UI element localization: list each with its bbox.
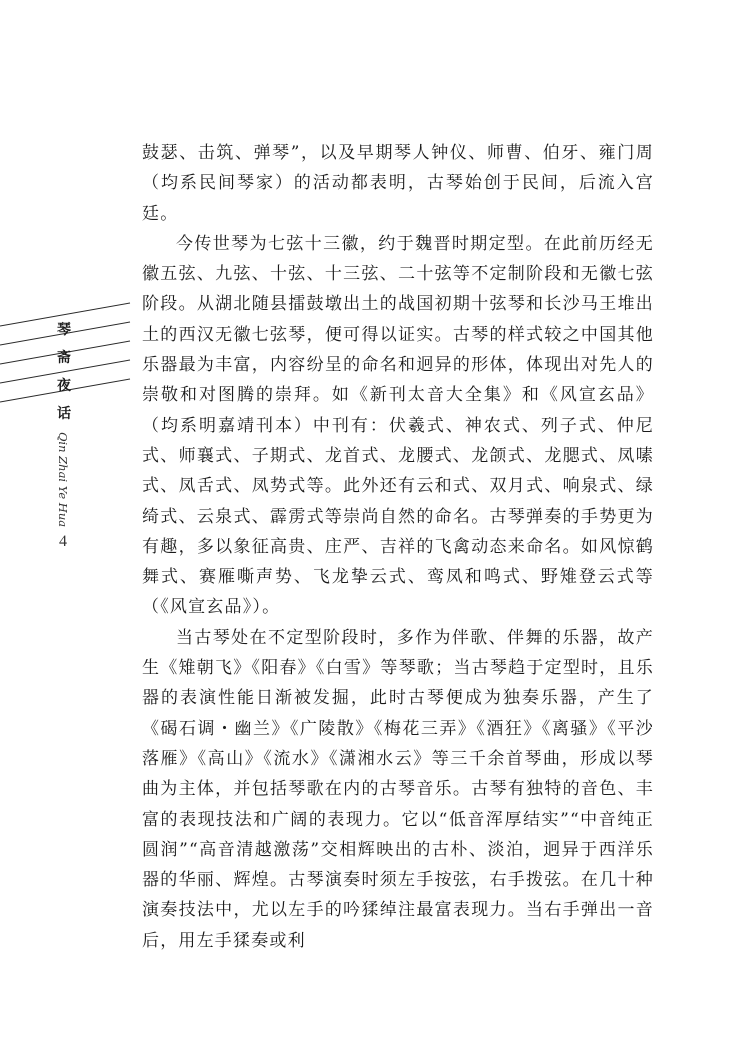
running-title — [54, 316, 74, 428]
running-title-pinyin — [53, 432, 75, 532]
paragraph: 鼓瑟、击筑、弹琴”，以及早期琴人钟仪、师曹、伯牙、雍门周（均系民间琴家）的活动都表明，古琴始创于民间，后流入宫廷。 — [142, 143, 654, 224]
page-number: 4 — [59, 533, 67, 550]
running-title-char: 话 — [57, 406, 71, 422]
paragraph: 今传世琴为七弦十三徽，约于魏晋时期定型。在此前历经无徽五弦、九弦、十弦、十三弦、二十弦等不定制阶段和无徽七弦阶段。从湖北随县擂鼓墩出土的战国初期十弦琴和长沙马王堆出土的西汉无徽七弦琴，便可得以证实。古琴的样式较之中国其他乐器最为丰富，内容纷呈的命名和迥异的形体，体现出对先人的崇敬和对图腾的崇拜。如《新刊太音大全集》和《风宣玄品》（均系明嘉靖刊本）中刊有：伏羲式、神农式、列子式、仲尼式、师襄式、子期式、龙首式、龙腰式、龙颌式、龙腮式、凤嗉式、凤舌式、凤势式等。此外还有云和式、双月式、响泉式、绿绮式、云泉式、霹雳式等崇尚自然的命名。古琴弹奏的手势更为有趣，多以象征高贵、庄严、吉祥的飞禽动态来命名。如风惊鹤舞式、赛雁嘶声势、飞龙挚云式、鸾凤和鸣式、野雉登云式等（《风宣玄品》）。 — [142, 233, 654, 618]
running-title-char: 斋 — [57, 350, 71, 366]
running-title-char: 琴 — [57, 322, 71, 338]
paragraph: 当古琴处在不定型阶段时，多作为伴歌、伴舞的乐器，故产生《雉朝飞》《阳春》《白雪》等琴歌；当古琴趋于定型时，且乐器的表演性能日渐被发掘，此时古琴便成为独奏乐器，产生了《碣石调・幽兰》《广陵散》《梅花三弄》《酒狂》《离骚》《平沙落雁》《高山》《流水》《潇湘水云》等三千余首琴曲，形成以琴曲为主体，并包括琴歌在内的古琴音乐。古琴有独特的音色、丰富的表现技法和广阔的表现力。它以“低音浑厚结实”“中音纯正圆润”“高音清越激荡”交相辉映出的古朴、淡泊，迥异于西洋乐器的华丽、辉煌。古琴演奏时须左手按弦，右手拨弦。在几十种演奏技法中，尤以左手的吟猱绰注最富表现力。当右手弹出一音后，用左手猱奏或利 — [142, 627, 654, 951]
running-title-char: 夜 — [57, 378, 71, 394]
body-text — [142, 138, 654, 956]
pinyin-text: Qin Zhai Ye Hua — [56, 432, 70, 528]
